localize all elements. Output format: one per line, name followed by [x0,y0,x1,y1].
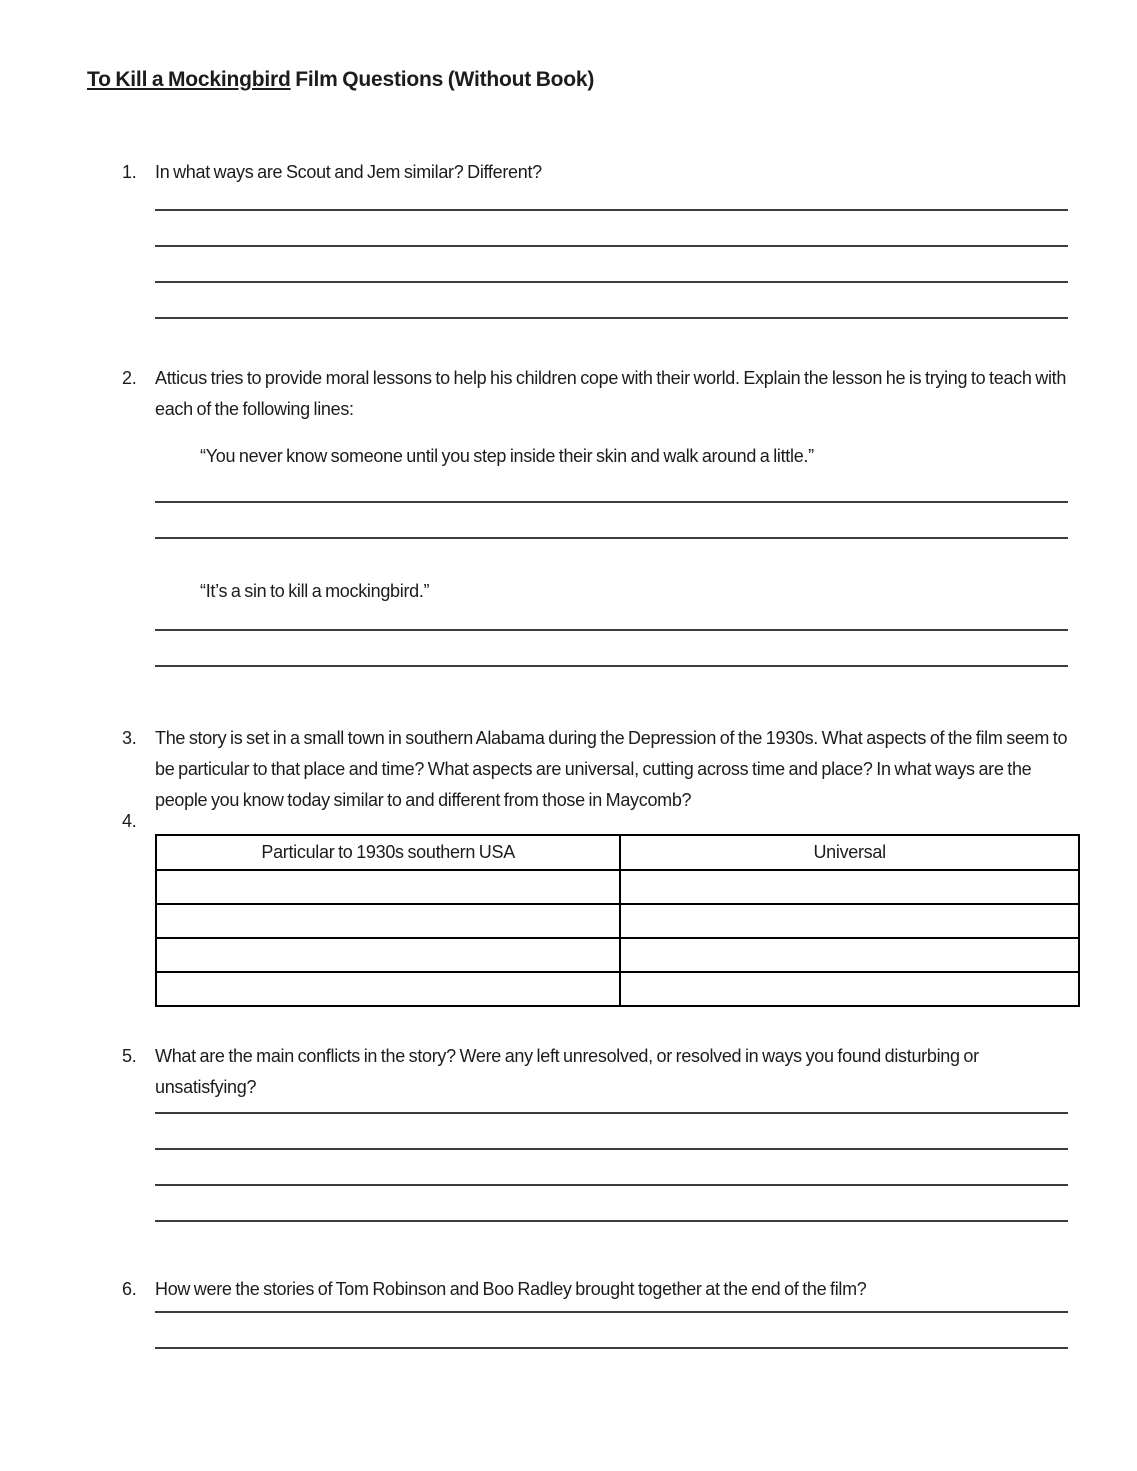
table-cell-universal[interactable] [620,938,1079,972]
answer-lines-q1 [155,175,1068,319]
answer-blank-line[interactable] [155,247,1068,283]
table-row [156,904,1079,938]
question-6 [122,1274,1068,1305]
answer-lines-q2-quote1 [155,467,1068,539]
table-cell-particular[interactable] [156,904,620,938]
question-4 [122,808,1068,834]
answer-blank-line[interactable] [155,631,1068,667]
question-1-number: 1. [122,162,137,182]
question-5-number: 5. [122,1046,137,1066]
table-cell-particular[interactable] [156,972,620,1006]
answer-blank-line[interactable] [155,1150,1068,1186]
answer-blank-line[interactable] [155,211,1068,247]
comparison-table [155,834,1080,1007]
table-cell-universal[interactable] [620,972,1079,1006]
table-header-row [156,835,1079,870]
answer-blank-line[interactable] [155,1313,1068,1349]
question-2-text: Atticus tries to provide moral lessons to help his children cope with their world. Explain the lesson he is trying to teach with each of the following lines: [155,368,1067,419]
worksheet-title [87,0,1137,92]
table-cell-universal[interactable] [620,870,1079,904]
answer-blank-line[interactable] [155,467,1068,503]
table-row [156,938,1079,972]
answer-blank-line[interactable] [155,1114,1068,1150]
table-header-particular: Particular to 1930s southern USA [156,835,620,870]
question-2-number: 2. [122,368,137,388]
question-3 [122,723,1068,816]
quote-skin-line: “You never know someone until you step inside their skin and walk around a little.” [200,446,814,466]
question-4-number: 4. [122,811,137,831]
title-book-underlined: To Kill a Mockingbird [87,68,291,91]
question-3-number: 3. [122,728,137,748]
title-suffix: Film Questions (Without Book) [290,68,595,91]
table-cell-particular[interactable] [156,870,620,904]
question-6-text: How were the stories of Tom Robinson and Boo Radley brought together at the end of the film? [155,1279,867,1299]
question-5-text: What are the main conflicts in the story? Were any left unresolved, or resolved in ways you found disturbing or unsatisfying? [155,1046,979,1097]
question-1 [122,157,1068,188]
table-row [156,870,1079,904]
question-3-text: The story is set in a small town in southern Alabama during the Depression of the 1930s. What aspects of the film seem to be particular to that place and time? What aspects are universal, cutting across time and place? In what ways are the people you know today similar to and different from those in Maycomb? [155,728,1068,810]
question-4-text [155,808,1068,834]
question-1-text: In what ways are Scout and Jem similar? Different? [155,162,542,182]
table-row [156,972,1079,1006]
question-2 [122,363,1068,425]
answer-blank-line[interactable] [155,1186,1068,1222]
answer-blank-line[interactable] [155,503,1068,539]
table-cell-particular[interactable] [156,938,620,972]
question-5 [122,1041,1068,1103]
question-6-number: 6. [122,1279,137,1299]
quote-mockingbird-line: “It’s a sin to kill a mockingbird.” [200,581,430,601]
table-cell-universal[interactable] [620,904,1079,938]
table-header-universal: Universal [620,835,1079,870]
answer-blank-line[interactable] [155,283,1068,319]
